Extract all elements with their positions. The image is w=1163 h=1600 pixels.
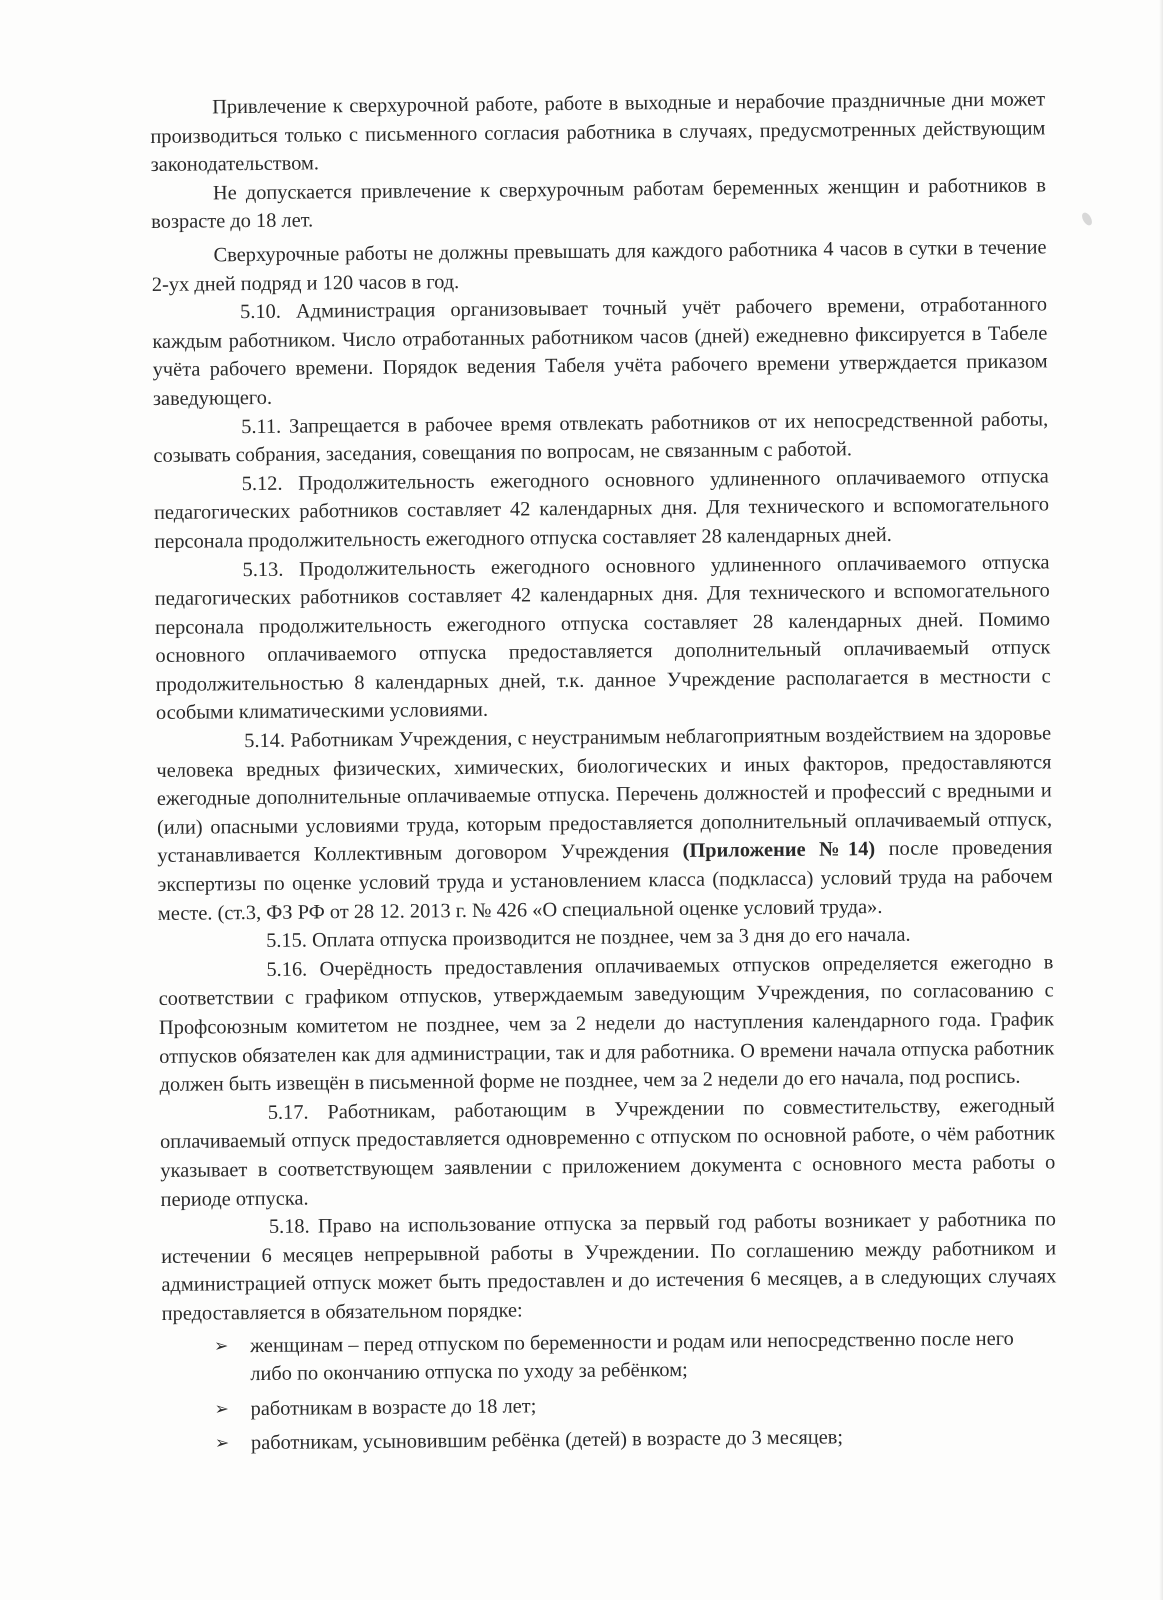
scan-edge-shadow [1159, 0, 1163, 1600]
paragraph-5-14-text-end: после проведения экспертизы по оценке условий труда и установлением класса (подкласса) условий труда на рабочем месте. (ст.3, ФЗ РФ от 28 12. 2013 г. № 426 «О специальной оценке условий труда». [157, 836, 1053, 925]
paragraph-5-18: 5.18. Право на использование отпуска за первый год работы возникает у работника по истечении 6 месяцев непрерывной работы в Учреждении. По соглашению между работником и администрацией отпуск может быть предоставлен и до истечения 6 месяцев, а в следующих случаях предоставляется в обязательном порядке: [161, 1208, 1057, 1325]
paragraph-5-13: 5.13. Продолжительность ежегодного основного удлиненного оплачиваемого отпуска педагогических работников составляет 42 календарных дня. Для технического и вспомогательного персонала продолжительность ежегодного отпуска составляет 28 календарных дней. Помимо основного оплачиваемого отпуска предоставляется дополнительный оплачиваемый отпуск продолжительностью 8 календарных дней, т.к. данное Учреждение располагается в местности с особыми климатическими условиями. [154, 550, 1051, 725]
arrow-bullet-icon: ➢ [213, 1335, 229, 1356]
list-item-text: работникам в возрасте до 18 лет; [250, 1395, 537, 1420]
paragraph-5-14 [156, 719, 1053, 928]
list-item [163, 1422, 1058, 1459]
paragraph-overtime-consent: Привлечение к сверхурочной работе, работе в выходные и нерабочие праздничные дни может производиться только с письменного согласия работника в случаях, предусмотренных действующим законодательством. [150, 88, 1046, 177]
paragraph-overtime-prohibition: Не допускается привлечение к сверхурочным работам беременных женщин и работников в возрасте до 18 лет. [151, 174, 1047, 234]
paragraph-5-17: 5.17. Работникам, работающим в Учреждении по совместительству, ежегодный оплачиваемый отпуск предоставляется одновременно с отпуском по основной работе, о чём работник указывает в соответствующем заявлении с приложением документа с основного места работы о периоде отпуска. [159, 1094, 1056, 1211]
mandatory-leave-cases-list [162, 1324, 1058, 1459]
arrow-bullet-icon: ➢ [214, 1399, 229, 1420]
appendix-14-reference: (Приложение №14) [682, 838, 876, 863]
paragraph-overtime-limit: Сверхурочные работы не должны превышать для каждого работника 4 часов в сутки в течение 2-ух дней подряд и 120 часов в год. [151, 236, 1047, 296]
list-item [162, 1324, 1058, 1390]
paragraph-5-14-text-start: 5.14. Работникам Учреждения, с неустранимым неблагоприятным воздействием на здоровье человека вредных физических, химических, биологических и иных факторов, предоставляются ежегодные дополнительные оплачиваемые отпуска. Перечень должностей и профессий с вредными и (или) опасными условиями труда, которым предоставляется дополнительный оплачиваемый отпуск, устанавливается Коллективным договором Учреждения [156, 722, 1053, 868]
paragraph-5-10: 5.10. Администрация организовывает точный учёт рабочего времени, отработанного каждым работником. Число отработанных работником часов (дней) ежедневно фиксируется в Табеле учёта рабочего времени. Порядок ведения Табеля учёта рабочего времени утверждается приказом заведующего. [152, 293, 1048, 410]
list-item-text: женщинам – перед отпуском по беременности и родам или непосредственно после него либо по окончанию отпуска по уходу за ребёнком; [249, 1327, 1014, 1386]
scan-speck [1080, 211, 1094, 227]
paragraph-5-15: 5.15. Оплата отпуска производится не позднее, чем за 3 дня до его начала. [266, 923, 911, 953]
list-item [162, 1387, 1057, 1424]
arrow-bullet-icon: ➢ [214, 1433, 230, 1454]
paragraph-5-11: 5.11. Запрещается в рабочее время отвлекать работников от их непосредственной работы, созывать собрания, заседания, совещания по вопросам, не связанным с работой. [153, 407, 1049, 468]
document-body [150, 85, 1058, 1464]
paragraph-5-16: 5.16. Очерёдность предоставления оплачиваемых отпусков определяется ежегодно в соответствии с графиком отпусков, утверждаемым заведующим Учреждения, по согласованию с Профсоюзным комитетом не позднее, чем за 2 недели до наступления календарного года. График отпусков обязателен как для администрации, так и для работника. О времени начала отпуска работник должен быть извещён в письменной форме не позднее, чем за 2 недели до его начала, под роспись. [158, 951, 1055, 1097]
paragraph-5-12: 5.12. Продолжительность ежегодного основного удлиненного оплачиваемого отпуска педагогических работников составляет 42 календарных дня. Для технического и вспомогательного персонала продолжительность ежегодного отпуска составляет 28 календарных дней. [153, 465, 1050, 553]
list-item-text: работникам, усыновившим ребёнка (детей) в возрасте до 3 месяцев; [250, 1426, 844, 1455]
